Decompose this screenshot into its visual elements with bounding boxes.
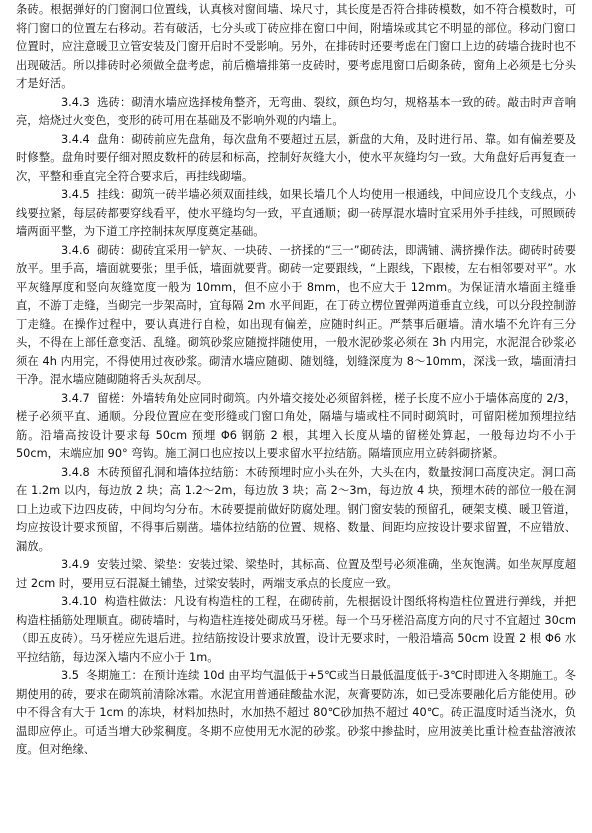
section-title: 木砖预留孔洞和墙体拉结筋： <box>97 465 246 479</box>
section-number: 3.4.8 <box>61 465 90 479</box>
paragraph-text: 砌砖前应先盘角，每次盘角不要超过五层，新盘的大角，及时进行吊、靠。如有偏差要及时修整。盘角时要仔细对照皮数杆的砖层和标高，控制好灰缝大小，使水平灰缝均匀一致。大角盘好后再复查一次，平整和垂直完全符合要求后，再挂线砌墙。 <box>16 132 576 183</box>
paragraph-3-5 <box>16 667 576 760</box>
paragraph-text: 砌筑一砖半墙必须双面挂线，如果长墙几个人均使用一根通线，中间应设几个支线点，小线要拉紧，每层砖都要穿线看平，使水平缝均匀一致，平直通顺；砌一砖厚混水墙时宜采用外手挂线，可照顾砖墙两面平整，为下道工序控制抹灰厚度奠定基础。 <box>16 188 576 238</box>
section-title: 安装过梁、梁垫： <box>97 558 189 571</box>
section-title: 构造柱做法： <box>104 595 174 608</box>
paragraph-text: 安装过梁、梁垫时，其标高、位置及型号必须准确，坐灰饱满。如坐灰厚度超过 2cm 时，要用豆石混凝土铺垫，过梁安装时，两端支承点的长度应一致。 <box>16 558 576 590</box>
paragraph-text: 砌砖宜采用一铲灰、一块砖、一挤揉的“三一”砌砖法，即满铺、满挤操作法。砌砖时砖要放平。里手高，墙面就要张；里手低，墙面就要背。砌砖一定要跟线，“上跟线，下跟棱，左右相邻要对平”。水平灰缝厚度和竖向灰缝宽度一般为 10mm，但不应小于 8mm，也不应大于 12mm。为保证清水墙面主缝垂直，不游丁走缝，当砌完一步架高时，宜每隔 2m 水平间距，在丁砖立楞位置弹两道垂直立线，可以分段控制游丁走缝。在操作过程中，要认真进行自检，如出现有偏差，应随时纠正。严禁事后砸墙。清水墙不允许有三分头，不得在上部任意变活、乱缝。砌筑砂浆应随搅拌随使用，一般水泥砂浆必须在 3h 内用完，水泥混合砂浆必须在 4h 内用完，不得使用过夜砂浆。砌清水墙应随砌、随划缝，划缝深度为 8～10mm，深浅一致，墙面清扫干净。混水墙应随砌随将舌头灰刮尽。 <box>16 243 576 386</box>
paragraph-text: 在预计连续 10d 由平均气温低于+5℃或当日最低温度低于-3℃时即进入冬期施工。冬期使用的砖，要求在砌筑前清除冰霜。水泥宜用普通硅酸盐水泥，灰膏要防冻，如已受冻要融化后方能使用。砂中不得含有大于 1cm 的冻块，材料加热时，水加热不超过 80℃砂加热不超过 40℃。砖正温度时适当浇水，负温即应停止。可适当增大砂浆稠度。冬期不应使用无水泥的砂浆。砂浆中掺盐时，应用波美比重计检查盐溶液浓度。但对绝缘、 <box>16 669 576 756</box>
paragraph-text: 外墙转角处应同时砌筑。内外墙交接处必须留斜槎，槎子长度不应小于墙体高度的 2/3，槎子必须平直、通顺。分段位置应在变形缝或门窗口角处，隔墙与墙或柱不同时砌筑时，可留阳槎加预埋拉结筋。沿墙高按设计要求每 50cm 预埋 Φ6 钢筋 2 根，其埋入长度从墙的留槎处算起，一般每边均不小于 50cm，末端应加 90° 弯钩。施工洞口也应按以上要求留水平拉结筋。隔墙顶应用立砖斜砌挤紧。 <box>16 391 576 460</box>
section-number: 3.5 <box>61 669 79 682</box>
paragraph-text: 凡设有构造柱的工程，在砌砖前，先根据设计图纸将构造柱位置进行弹线，并把构造柱插筋处理顺直。砌砖墙时，与构造柱连接处砌成马牙槎。每一个马牙槎沿高度方向的尺寸不宜超过 30cm（即五皮砖）。马牙槎应先退后进。拉结筋按设计要求放置，设计无要求时，一般沿墙高 50cm 设置 2 根 Φ6 水平拉结筋，每边深入墙内不应小于 1m。 <box>16 595 576 664</box>
paragraph-3-4-5 <box>16 186 576 242</box>
paragraph-3-4-7 <box>16 390 576 464</box>
paragraph-text: 条砖。根据弹好的门窗洞口位置线，认真核对窗间墙、垛尺寸，其长度是否符合排砖模数，如不符合模数时，可将门窗口的位置左右移动。若有破活，七分头或丁砖应排在窗口中间，附墙垛或其它不明显的部位。移动门窗口位置时，应注意暖卫立管安装及门窗开启时不受影响。另外，在排砖时还要考虑在门窗口上边的砖墙合拢时也不出现破活。所以排砖时必须做全盘考虑，前后檐墙排第一皮砖时，要考虑甩窗口后砌条砖，窗角上必须是七分头才是好活。 <box>16 3 576 90</box>
section-number: 3.4.7 <box>61 391 90 405</box>
section-number: 3.4.4 <box>61 132 90 146</box>
paragraph-3-4-4 <box>16 131 576 187</box>
paragraph-3-4-3 <box>16 94 576 131</box>
section-number: 3.4.5 <box>61 188 90 201</box>
paragraph-text: 砌清水墙应选择棱角整齐，无弯曲、裂纹，颜色均匀，规格基本一致的砖。敲击时声音响亮，焙烧过火变色，变形的砖可用在基础及不影响外观的内墙上。 <box>16 95 576 127</box>
section-number: 3.4.9 <box>61 558 90 571</box>
paragraph-brick-layout-continued <box>16 1 576 94</box>
section-title: 留槎： <box>97 391 132 405</box>
paragraph-3-4-9 <box>16 556 576 593</box>
paragraph-text: 木砖预埋时应小头在外，大头在内，数量按洞口高度决定。洞口高在 1.2m 以内，每边放 2 块；高 1.2～2m，每边放 3 块；高 2～3m，每边放 4 块，预埋木砖的部位一般在洞口上边或下边四皮砖，中间均匀分布。木砖要提前做好防腐处理。钢门窗安装的预留孔，硬架支模、暖卫管道，均应按设计要求预留，不得事后剔凿。墙体拉结筋的位置、规格、数量、间距均应按设计要求留置，不应错放、漏放。 <box>16 465 576 553</box>
paragraph-3-4-10 <box>16 593 576 667</box>
paragraph-3-4-8 <box>16 464 576 557</box>
section-title: 盘角： <box>97 132 132 146</box>
section-title: 冬期施工： <box>86 669 143 682</box>
section-number: 3.4.3 <box>61 95 90 109</box>
section-title: 选砖： <box>97 95 132 109</box>
section-number: 3.4.6 <box>61 243 90 257</box>
section-title: 砌砖： <box>97 243 132 257</box>
section-title: 挂线： <box>97 188 132 201</box>
section-number: 3.4.10 <box>61 595 97 608</box>
paragraph-3-4-6 <box>16 242 576 390</box>
